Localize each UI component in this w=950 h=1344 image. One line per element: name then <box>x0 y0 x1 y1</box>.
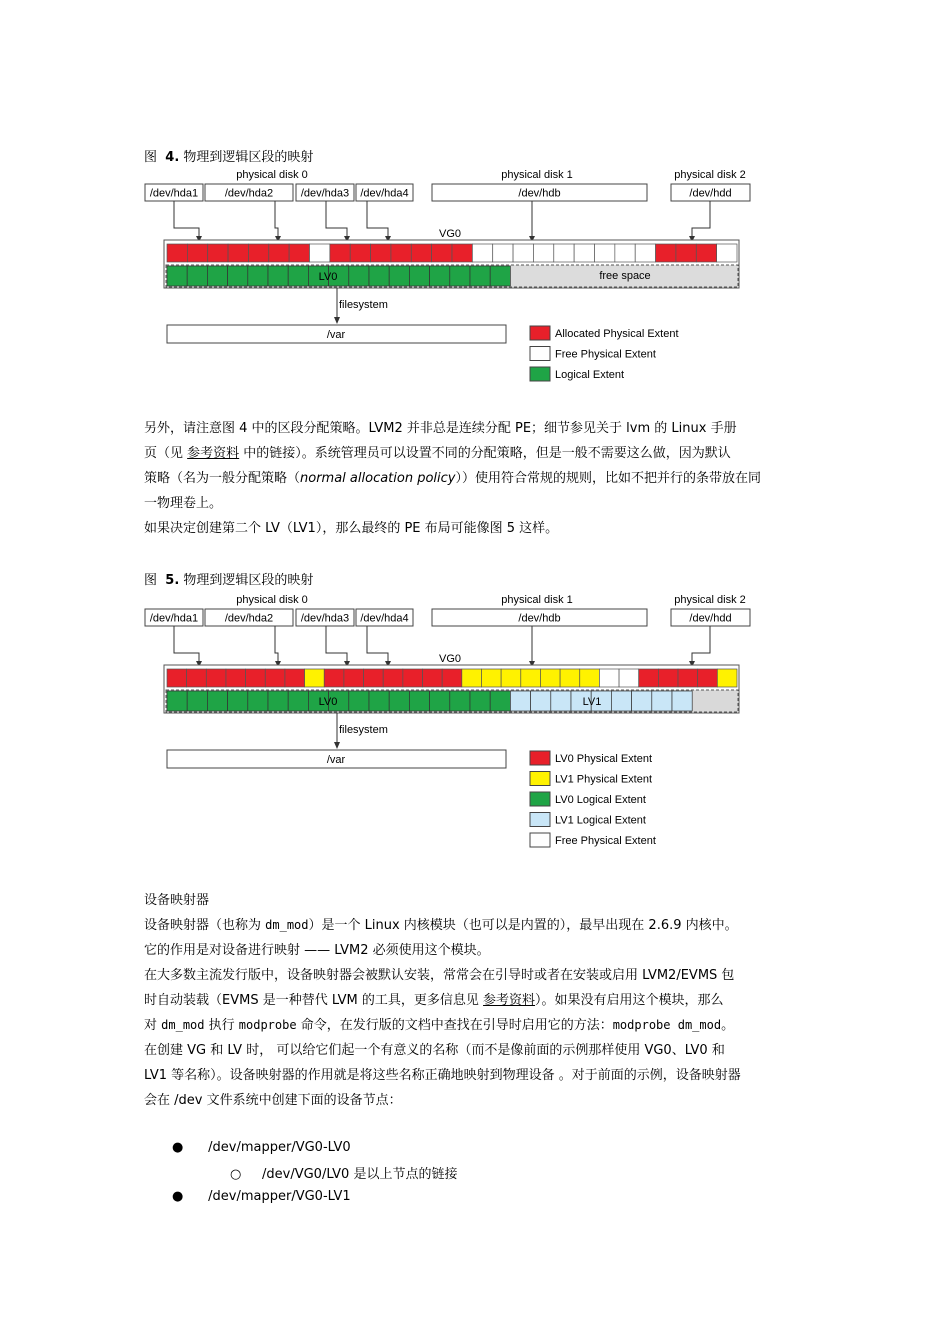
var-label: /var <box>326 754 346 766</box>
physical-extent <box>481 669 501 687</box>
text-line: 会在 /dev 文件系统中创建下面的设备节点： <box>144 1093 402 1108</box>
physical-extent <box>656 244 676 262</box>
physical-extent <box>501 669 521 687</box>
logical-extent-lv0 <box>248 691 268 711</box>
logical-extent-lv0 <box>470 266 490 286</box>
physical-extent <box>265 669 285 687</box>
text-line <box>144 988 809 1013</box>
physical-extent <box>521 669 541 687</box>
logical-extent-lv0 <box>490 266 510 286</box>
code-dm-mod: dm_mod <box>161 1018 205 1032</box>
logical-extent-lv0 <box>470 691 490 711</box>
disk-label: physical disk 2 <box>674 169 746 181</box>
physical-extent <box>208 244 228 262</box>
physical-extent <box>599 669 619 687</box>
physical-extent <box>678 669 698 687</box>
logical-extent-lv0 <box>369 691 389 711</box>
physical-extent <box>560 669 580 687</box>
device-label: /dev/hda2 <box>224 187 274 200</box>
device-label: /dev/hda4 <box>360 187 409 200</box>
list-item <box>172 1189 351 1204</box>
logical-extent-lv1 <box>632 691 652 711</box>
text-line <box>144 1013 809 1038</box>
text-span: 对 <box>144 1018 162 1033</box>
physical-extent <box>289 244 309 262</box>
physical-extent <box>269 244 289 262</box>
reference-link[interactable]: 参考资料 <box>187 446 240 461</box>
physical-extent <box>246 669 266 687</box>
mapping-arrow-line <box>275 626 278 663</box>
legend-swatch <box>530 792 550 806</box>
legend-label: Free Physical Extent <box>555 348 656 361</box>
vg-label: VG0 <box>438 228 462 240</box>
physical-extent <box>228 244 248 262</box>
filesystem-label: filesystem <box>339 299 388 311</box>
lv1-label: LV1 <box>582 696 602 708</box>
arrow-head-icon <box>334 317 340 324</box>
text-line: 一物理卷上。 <box>144 496 223 511</box>
disk-label: physical disk 2 <box>674 594 746 606</box>
physical-extent <box>423 669 443 687</box>
mapping-arrow-line <box>692 626 710 663</box>
text-span: 时自动装载（EVMS 是一种替代 LVM 的工具，更多信息见 <box>144 993 484 1008</box>
physical-extent <box>310 244 330 262</box>
physical-extent <box>615 244 635 262</box>
bullet-icon: ● <box>172 1140 184 1155</box>
legend-label: Free Physical Extent <box>555 835 656 847</box>
logical-extent-lv0 <box>228 691 248 711</box>
disk-label: physical disk 0 <box>236 169 308 181</box>
text-line: LV1 等名称）。设备映射器的作用就是将这些名称正确地映射到物理设备 。对于前面的示例，设备映射器 <box>144 1068 741 1083</box>
text-span: ）。如果没有启用这个模块，那么 <box>535 993 724 1008</box>
physical-extent <box>595 244 615 262</box>
physical-extent <box>533 244 553 262</box>
logical-extent-lv0 <box>349 691 369 711</box>
device-label: /dev/hda2 <box>224 612 274 625</box>
section-heading: 设备映射器 <box>144 893 210 908</box>
physical-extent <box>452 244 472 262</box>
physical-extent <box>658 669 678 687</box>
sub-list-item <box>230 1163 457 1182</box>
device-label: /dev/hdb <box>518 187 561 200</box>
text-span: 。 <box>721 1018 735 1033</box>
mapping-arrow-line <box>367 626 388 663</box>
logical-extent-lv0 <box>207 691 227 711</box>
logical-extent-lv1 <box>672 691 692 711</box>
legend-swatch <box>530 751 550 765</box>
physical-extent <box>371 244 391 262</box>
device-label: /dev/hda4 <box>360 612 409 625</box>
legend-label: Logical Extent <box>555 369 625 381</box>
physical-extent <box>330 244 350 262</box>
free-space-label: free space <box>599 270 651 282</box>
code-modprobe: modprobe <box>238 1018 297 1032</box>
text-line <box>144 913 809 938</box>
figure-5-caption <box>144 569 313 588</box>
logical-extent-lv0 <box>268 691 288 711</box>
physical-extent <box>513 244 533 262</box>
code-modprobe-command: modprobe dm_mod <box>612 1018 722 1032</box>
logical-extent-lv0 <box>430 691 450 711</box>
mapping-arrow-line <box>174 201 199 238</box>
filesystem-label: filesystem <box>339 724 388 736</box>
mapping-arrow-line <box>275 201 278 238</box>
physical-extent <box>676 244 696 262</box>
legend-swatch <box>530 833 550 847</box>
caption-prefix: 图 <box>144 150 158 165</box>
physical-extent <box>619 669 639 687</box>
text-line: 如果决定创建第二个 LV（LV1），那么最终的 PE 布局可能像图 5 这样。 <box>144 521 559 536</box>
paragraph-allocation-policy <box>144 416 809 541</box>
physical-extent <box>698 669 718 687</box>
legend-label: LV0 Logical Extent <box>555 794 646 806</box>
mapping-arrow-line <box>367 201 388 238</box>
vg-label: VG0 <box>438 653 462 665</box>
physical-extent <box>167 244 187 262</box>
text-line: 在创建 VG 和 LV 时， 可以给它们起一个有意义的名称（而不是像前面的示例那样使用 VG0、LV0 和 <box>144 1043 725 1058</box>
text-span: ））使用符合常规的规则，比如不把并行的条带放在同 <box>455 471 762 486</box>
legend-label: LV0 Physical Extent <box>555 753 653 765</box>
logical-extent-lv0 <box>288 691 308 711</box>
arrow-head-icon <box>334 742 340 749</box>
section-device-mapper <box>144 888 809 1113</box>
legend-swatch <box>530 367 550 381</box>
physical-extent <box>411 244 431 262</box>
code-dm-mod: dm_mod <box>265 918 309 932</box>
physical-extent <box>187 669 207 687</box>
disk-label: physical disk 0 <box>236 594 308 606</box>
device-label: /dev/hdd <box>689 612 732 625</box>
logical-extent-lv0 <box>268 266 288 286</box>
legend-swatch <box>530 813 550 827</box>
physical-extent <box>305 669 325 687</box>
physical-extent <box>580 669 600 687</box>
physical-extent <box>574 244 594 262</box>
caption-prefix: 图 <box>144 573 158 588</box>
logical-extent-lv0 <box>389 691 409 711</box>
text-span: 策略（名为一般分配策略（ <box>144 471 301 486</box>
lv0-label: LV0 <box>318 271 338 283</box>
disk-label: physical disk 1 <box>501 594 573 606</box>
physical-extent <box>324 669 344 687</box>
text-span: 命令，在发行版的文档中查找在引导时启用它的方法： <box>296 1018 613 1033</box>
logical-extent-lv0 <box>430 266 450 286</box>
text-line: 在大多数主流发行版中，设备映射器会被默认安装，常常会在引导时或者在安装或启用 LVM2/EVMS 包 <box>144 968 735 983</box>
figure-4-caption <box>144 146 313 165</box>
device-label: /dev/hdb <box>518 612 561 625</box>
figure-4-diagram <box>140 164 760 394</box>
mapping-arrow-line <box>326 201 347 238</box>
logical-extent-lv1 <box>652 691 672 711</box>
physical-extent <box>717 669 737 687</box>
caption-text: 物理到逻辑区段的映射 <box>183 573 314 588</box>
logical-extent-lv0 <box>248 266 268 286</box>
logical-extent-lv0 <box>369 266 389 286</box>
logical-extent-lv0 <box>389 266 409 286</box>
legend-swatch <box>530 772 550 786</box>
disk-label: physical disk 1 <box>501 169 573 181</box>
bullet-icon: ● <box>172 1189 184 1204</box>
physical-extent <box>717 244 737 262</box>
physical-extent <box>635 244 655 262</box>
physical-extent <box>493 244 513 262</box>
device-label: /dev/hda1 <box>149 187 199 200</box>
logical-extent-lv0 <box>167 691 187 711</box>
list-item-text: /dev/mapper/VG0-LV0 <box>208 1140 351 1155</box>
legend-label: LV1 Physical Extent <box>555 773 653 786</box>
var-label: /var <box>326 329 346 341</box>
device-label: /dev/hdd <box>689 187 732 200</box>
logical-extent-lv1 <box>611 691 631 711</box>
logical-extent-lv0 <box>207 266 227 286</box>
caption-number: 4. <box>165 150 180 165</box>
mapping-arrow-line <box>174 626 199 663</box>
physical-extent <box>364 669 384 687</box>
physical-extent <box>344 669 364 687</box>
logical-extent-lv0 <box>349 266 369 286</box>
italic-term: normal allocation policy <box>300 471 456 486</box>
text-span: 设备映射器（也称为 <box>144 918 266 933</box>
physical-extent <box>432 244 452 262</box>
physical-extent <box>167 669 187 687</box>
device-label: /dev/hda1 <box>149 612 199 625</box>
legend-label: Allocated Physical Extent <box>555 328 679 340</box>
text-span: 页（见 <box>144 446 188 461</box>
physical-extent <box>554 244 574 262</box>
caption-text: 物理到逻辑区段的映射 <box>183 150 314 165</box>
physical-extent <box>285 669 305 687</box>
list-item-text: /dev/VG0/LV0 是以上节点的链接 <box>262 1167 458 1182</box>
physical-extent <box>639 669 659 687</box>
physical-extent <box>391 244 411 262</box>
lv0-label: LV0 <box>318 696 338 708</box>
text-line: 另外，请注意图 4 中的区段分配策略。LVM2 并非总是连续分配 PE；细节参见关于 lvm 的 Linux 手册 <box>144 421 737 436</box>
list-item <box>172 1140 351 1155</box>
logical-extent-lv0 <box>228 266 248 286</box>
physical-extent <box>187 244 207 262</box>
text-span: ）是一个 Linux 内核模块（也可以是内置的），最早出现在 2.6.9 内核中。 <box>308 918 738 933</box>
physical-extent <box>442 669 462 687</box>
physical-extent <box>350 244 370 262</box>
device-label: /dev/hda3 <box>300 612 350 625</box>
logical-extent-lv0 <box>167 266 187 286</box>
reference-link[interactable]: 参考资料 <box>483 993 536 1008</box>
logical-extent-lv0 <box>187 266 207 286</box>
logical-extent-lv0 <box>187 691 207 711</box>
mapping-arrow-line <box>326 626 347 663</box>
mapping-arrow-line <box>692 201 710 238</box>
physical-extent <box>206 669 226 687</box>
legend-swatch <box>530 326 550 340</box>
logical-extent-lv0 <box>450 691 470 711</box>
physical-extent <box>472 244 492 262</box>
logical-extent-lv0 <box>409 691 429 711</box>
physical-extent <box>462 669 482 687</box>
logical-extent-lv0 <box>288 266 308 286</box>
figure-5-diagram <box>140 589 760 854</box>
logical-extent-lv0 <box>450 266 470 286</box>
physical-extent <box>403 669 423 687</box>
text-line <box>144 466 809 491</box>
legend-label: LV1 Logical Extent <box>555 814 646 827</box>
device-label: /dev/hda3 <box>300 187 350 200</box>
logical-extent-lv1 <box>510 691 530 711</box>
logical-extent-lv0 <box>490 691 510 711</box>
physical-extent <box>696 244 716 262</box>
physical-extent <box>540 669 560 687</box>
logical-extent-lv0 <box>409 266 429 286</box>
logical-extent-lv1 <box>551 691 571 711</box>
text-span: 执行 <box>204 1018 239 1033</box>
logical-extent-lv1 <box>531 691 551 711</box>
list-item-text: /dev/mapper/VG0-LV1 <box>208 1189 351 1204</box>
text-line: 它的作用是对设备进行映射 —— LVM2 必须使用这个模块。 <box>144 943 490 958</box>
text-line <box>144 441 809 466</box>
legend-swatch <box>530 347 550 361</box>
text-span: 中的链接）。系统管理员可以设置不同的分配策略，但是一般不需要这么做，因为默认 <box>239 446 731 461</box>
physical-extent <box>226 669 246 687</box>
caption-number: 5. <box>165 573 180 588</box>
circle-bullet-icon: ○ <box>230 1167 242 1182</box>
physical-extent <box>248 244 268 262</box>
physical-extent <box>383 669 403 687</box>
